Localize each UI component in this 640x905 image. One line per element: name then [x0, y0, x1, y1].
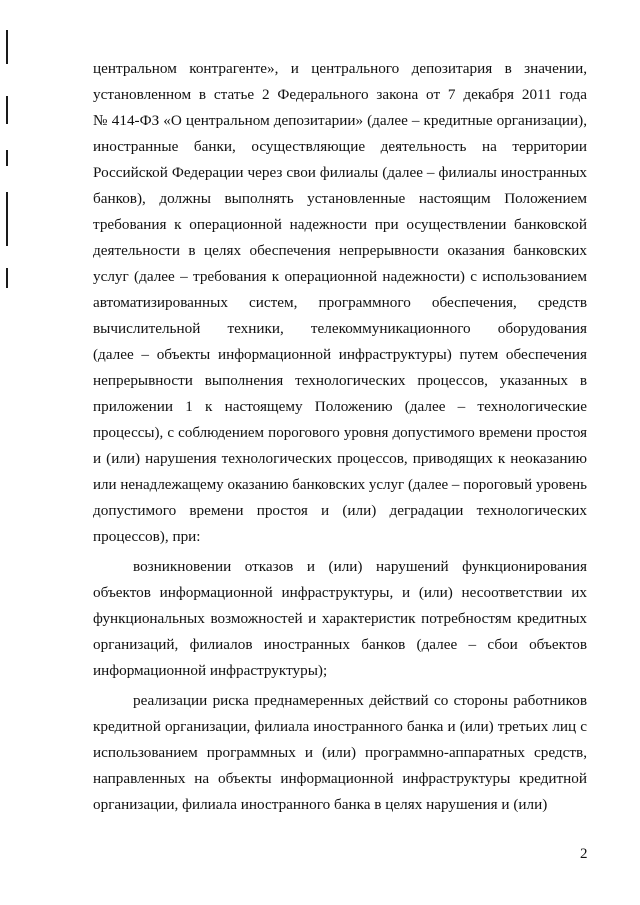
text-line: деятельности в целях обеспечения непрерывности оказания банковских: [93, 242, 587, 259]
text-line: реализации риска преднамеренных действий со стороны работников: [133, 692, 587, 709]
document-body: [93, 56, 587, 818]
text-line: требования к операционной надежности при осуществлении банковской: [93, 216, 587, 233]
paragraph: [93, 56, 587, 550]
text-line: направленных на объекты информационной инфраструктуры кредитной: [93, 770, 587, 787]
page-number: 2: [580, 846, 588, 862]
text-line: процессы), с соблюдением порогового уровня допустимого времени простоя: [93, 425, 587, 441]
margin-mark-4: [6, 192, 8, 246]
text-line: установленном в статье 2 Федерального закона от 7 декабря 2011 года: [93, 86, 587, 103]
paragraph: [93, 554, 587, 684]
text-line: центральном контрагенте», и центрального депозитария в значении,: [93, 60, 587, 77]
margin-mark-1: [6, 30, 8, 64]
text-line: организации, филиала иностранного банка в целях нарушения и (или): [93, 796, 548, 813]
margin-mark-3: [6, 150, 8, 166]
text-line: или ненадлежащему оказанию банковских услуг (далее – пороговый уровень: [93, 477, 587, 493]
text-line: кредитной организации, филиала иностранного банка и (или) третьих лиц с: [93, 718, 587, 735]
text-line: процессов), при:: [93, 528, 201, 545]
text-line: № 414-ФЗ «О центральном депозитарии» (далее – кредитные организации),: [93, 112, 587, 129]
text-line: банков), должны выполнять установленные настоящим Положением: [93, 190, 587, 207]
paragraph: [93, 688, 587, 818]
text-line: возникновении отказов и (или) нарушений функционирования: [133, 558, 587, 575]
text-line: услуг (далее – требования к операционной надежности) с использованием: [93, 268, 587, 285]
text-line: (далее – объекты информационной инфраструктуры) путем обеспечения: [93, 346, 587, 363]
text-line: иностранные банки, осуществляющие деятельность на территории: [93, 138, 587, 155]
text-line: непрерывности выполнения технологических процессов, указанных в: [93, 372, 587, 389]
text-line: информационной инфраструктуры);: [93, 662, 328, 679]
text-line: допустимого времени простоя и (или) деградации технологических: [93, 502, 587, 519]
text-line: и (или) нарушения технологических процессов, приводящих к неоказанию: [93, 450, 587, 467]
text-line: вычислительной техники, телекоммуникационного оборудования: [93, 320, 587, 337]
text-line: приложении 1 к настоящему Положению (далее – технологические: [93, 398, 587, 415]
text-line: функциональных возможностей и характеристик потребностям кредитных: [93, 610, 587, 627]
text-line: автоматизированных систем, программного обеспечения, средств: [93, 294, 587, 311]
margin-mark-2: [6, 96, 8, 124]
text-line: объектов информационной инфраструктуры, и (или) несоответствии их: [93, 584, 587, 601]
text-line: использованием программных и (или) программно-аппаратных средств,: [93, 744, 587, 761]
text-line: организаций, филиалов иностранных банков (далее – сбои объектов: [93, 636, 587, 653]
text-line: Российской Федерации через свои филиалы (далее – филиалы иностранных: [93, 164, 587, 181]
margin-mark-5: [6, 268, 8, 288]
